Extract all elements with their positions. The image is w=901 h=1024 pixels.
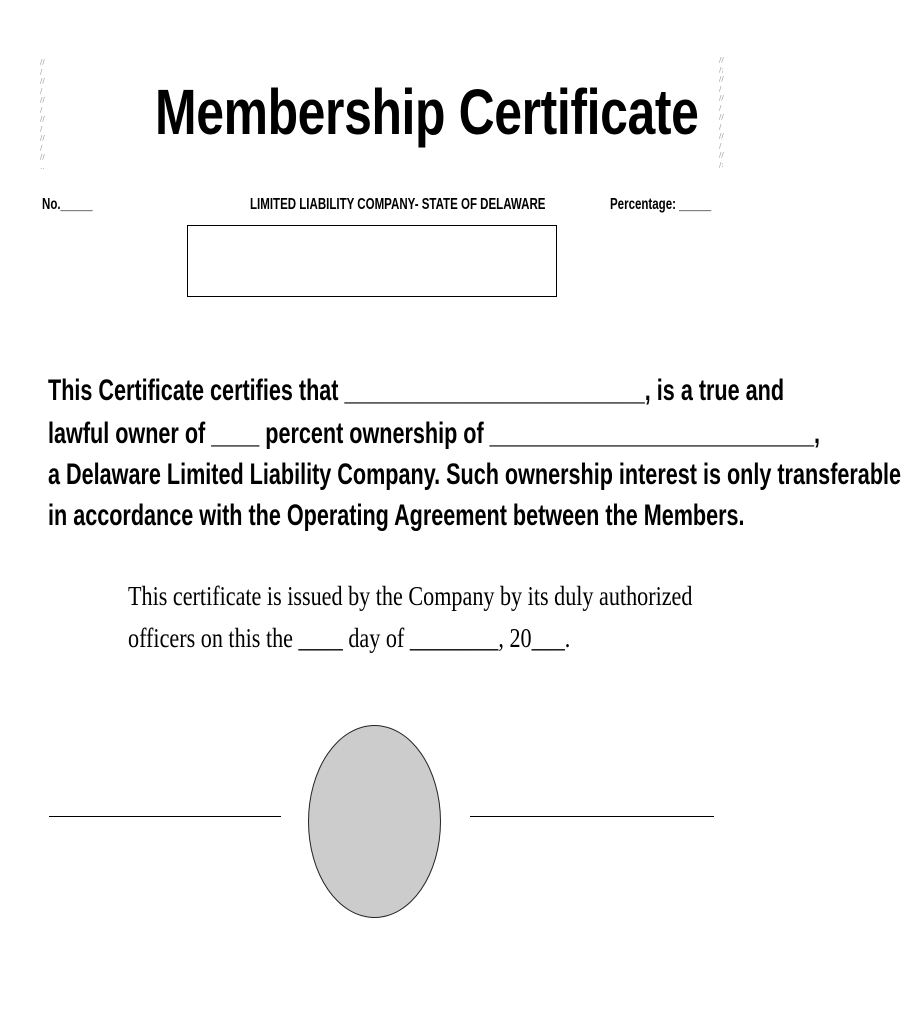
issuance-line-1: This certificate is issued by the Company by its duly authorized: [128, 581, 693, 611]
percentage-field: Percentage: _____: [610, 196, 712, 213]
certification-line-1: This Certificate certifies that _________________________, is a true and: [48, 374, 785, 407]
left-signature-line: [49, 816, 281, 817]
company-type-heading: LIMITED LIABILITY COMPANY- STATE OF DELAWARE: [250, 196, 546, 213]
certification-line-3: a Delaware Limited Liability Company. Such ownership interest is only transferable: [48, 458, 901, 491]
right-border-pattern: // /; // / // / // / // / // /:: [719, 56, 724, 169]
certificate-number-field: No._____: [42, 196, 93, 213]
right-signature-line: [470, 816, 714, 817]
left-border-pattern: // / // / // / // / // / // ..: [40, 58, 45, 171]
company-seal-placeholder: [308, 725, 441, 918]
certification-line-4: in accordance with the Operating Agreement between the Members.: [48, 499, 745, 532]
issuance-line-2: officers on this the ____ day of ________, 20___.: [128, 623, 571, 653]
member-name-box: [187, 225, 557, 297]
certification-line-2: lawful owner of ____ percent ownership of ___________________________,: [48, 417, 821, 450]
certificate-title: Membership Certificate: [155, 76, 699, 148]
